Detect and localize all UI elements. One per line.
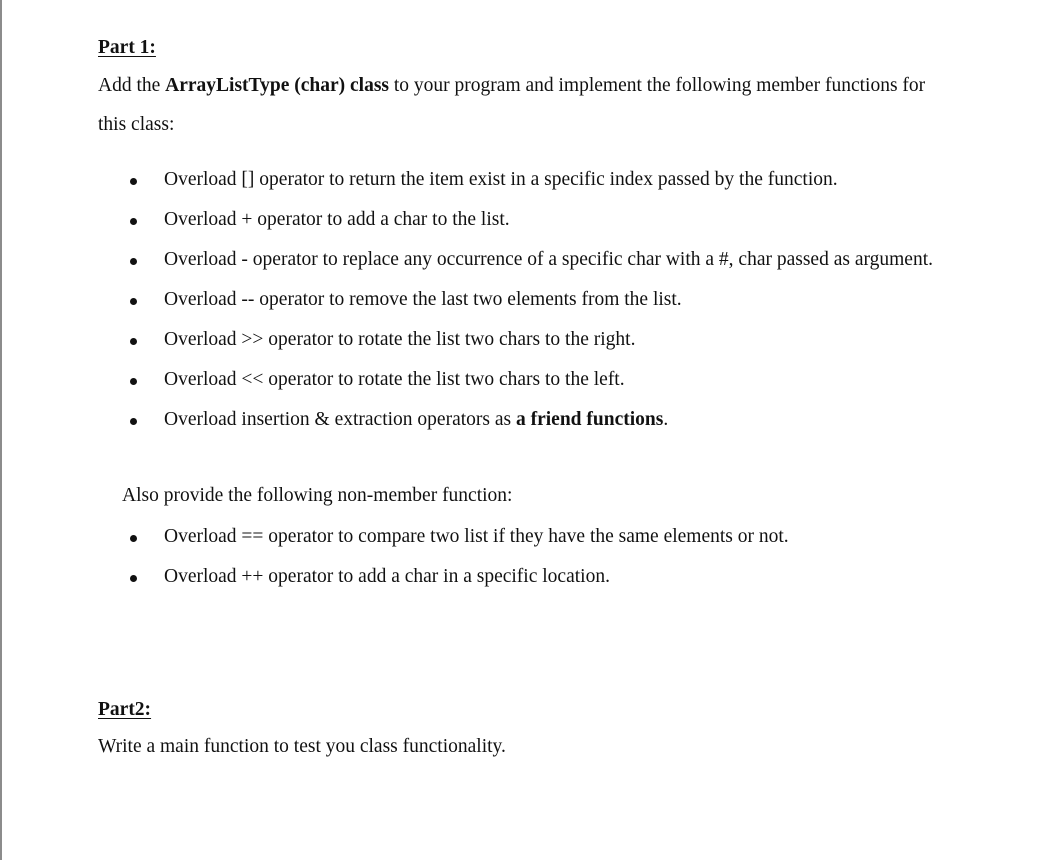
- part1-intro-continuation: this class:: [98, 114, 175, 135]
- bullet-icon: [130, 418, 137, 425]
- list-item: Overload << operator to rotate the list two chars to the left.: [164, 369, 625, 390]
- part2-text: Write a main function to test you class functionality.: [98, 736, 506, 757]
- page-edge: [0, 0, 2, 860]
- list-item: Overload ++ operator to add a char in a specific location.: [164, 566, 610, 587]
- bullet-icon: [130, 218, 137, 225]
- friend-suffix: .: [663, 409, 669, 430]
- bullet-icon: [130, 378, 137, 385]
- part1-intro: [98, 74, 925, 98]
- list-item: Overload -- operator to remove the last two elements from the list.: [164, 289, 682, 310]
- bullet-icon: [130, 535, 137, 542]
- bullet-icon: [130, 178, 137, 185]
- list-item-friend: [164, 408, 668, 432]
- intro-prefix: Add the: [98, 75, 166, 96]
- part2-heading: Part2:: [98, 699, 152, 720]
- list-item: Overload == operator to compare two list if they have the same elements or not.: [164, 526, 789, 547]
- list-item: Overload - operator to replace any occurrence of a specific char with a #, char passed as argument.: [164, 249, 933, 270]
- bullet-icon: [130, 298, 137, 305]
- friend-prefix: Overload insertion & extraction operators as: [164, 409, 516, 430]
- list-item: Overload [] operator to return the item exist in a specific index passed by the function.: [164, 169, 838, 190]
- non-member-intro: Also provide the following non-member function:: [122, 485, 513, 506]
- part1-heading: Part 1:: [98, 37, 156, 58]
- bullet-icon: [130, 338, 137, 345]
- bullet-icon: [130, 258, 137, 265]
- class-word: class: [345, 75, 390, 96]
- intro-suffix: to your program and implement the following member functions for: [389, 75, 926, 96]
- list-item: Overload + operator to add a char to the list.: [164, 209, 510, 230]
- bullet-icon: [130, 575, 137, 582]
- class-name: ArrayListType (char): [165, 75, 346, 96]
- friend-bold: a friend functions: [515, 409, 664, 430]
- list-item: Overload >> operator to rotate the list two chars to the right.: [164, 329, 636, 350]
